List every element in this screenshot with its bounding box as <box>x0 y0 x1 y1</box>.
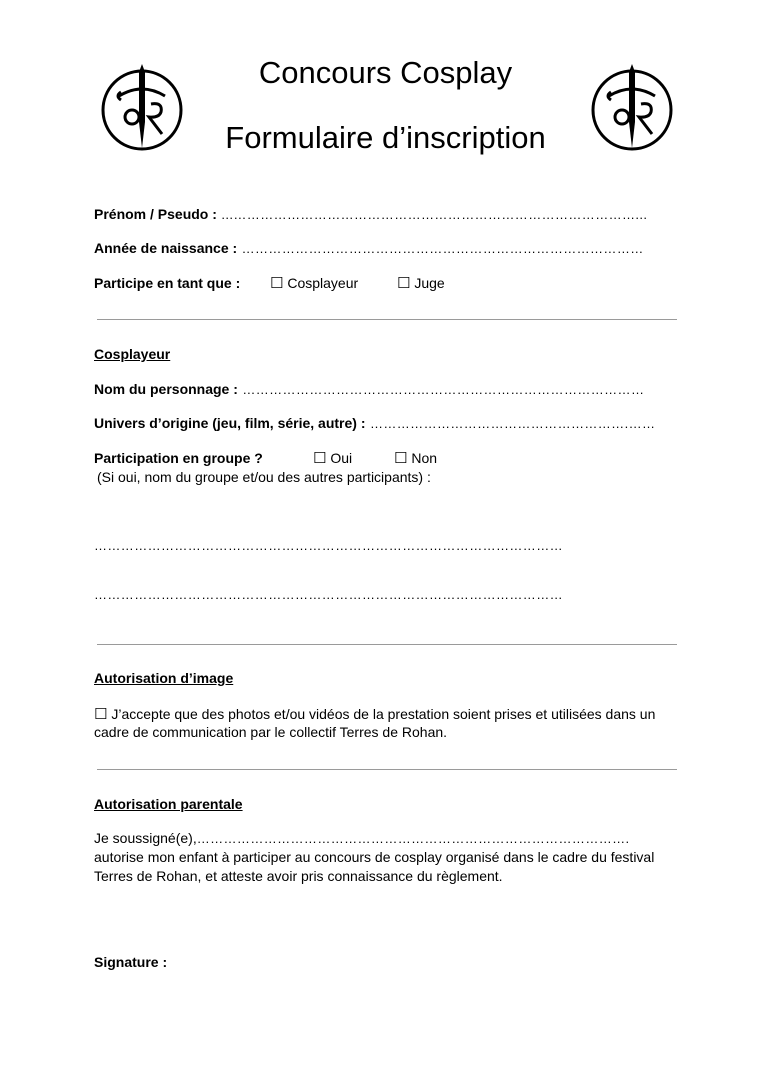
role-option-label: Juge <box>414 275 445 291</box>
cosplayer-heading: Cosplayeur <box>94 346 171 362</box>
origin-field[interactable]: ………………………………………………….…… <box>369 416 656 431</box>
page-subtitle: Formulaire d’inscription <box>225 120 546 155</box>
first-name-row <box>94 206 647 224</box>
group-option-no[interactable] <box>394 449 437 467</box>
parental-name-label: Je soussigné(e), <box>94 830 197 846</box>
page-title: Concours Cosplay <box>258 55 513 90</box>
birth-year-row <box>94 240 644 258</box>
group-option-label: Oui <box>330 450 353 466</box>
first-name-field[interactable]: ...………………………………………………………………………………... <box>221 207 648 222</box>
group-option-yes[interactable] <box>313 449 352 467</box>
birth-year-field[interactable]: ……………………………………………………………………………… <box>241 241 644 256</box>
section-divider <box>97 319 677 320</box>
character-label: Nom du personnage : <box>94 381 238 397</box>
parental-name-field[interactable]: ……………………………………………………………………………………. <box>196 831 630 846</box>
group-label: Participation en groupe ? <box>94 450 263 466</box>
first-name-label: Prénom / Pseudo : <box>94 206 217 222</box>
role-option-label: Cosplayeur <box>287 275 359 291</box>
role-option-cosplayer[interactable] <box>270 274 358 292</box>
origin-label: Univers d’origine (jeu, film, série, autre) : <box>94 415 366 431</box>
group-option-label: Non <box>411 450 438 466</box>
checkbox-icon[interactable]: ☐ <box>394 450 408 467</box>
image-consent-text: J’accepte que des photos et/ou vidéos de la prestation soient prises et utilisées dans un <box>111 706 656 722</box>
group-members-line[interactable]: …………………………………………………………………………………………… <box>94 587 563 602</box>
signature-label: Signature : <box>94 954 168 970</box>
image-authorization-heading: Autorisation d’image <box>94 670 234 686</box>
character-row <box>94 381 644 399</box>
role-label: Participe en tant que : <box>94 275 241 291</box>
parental-name-row <box>94 830 630 846</box>
checkbox-icon[interactable]: ☐ <box>94 706 108 723</box>
group-members-line[interactable]: …………………………………………………………………………………………… <box>94 538 563 553</box>
birth-year-label: Année de naissance : <box>94 240 238 256</box>
checkbox-icon[interactable]: ☐ <box>270 275 284 292</box>
section-divider <box>97 644 677 645</box>
role-option-judge[interactable] <box>397 274 445 292</box>
image-consent-line <box>94 705 655 723</box>
section-divider <box>97 769 677 770</box>
checkbox-icon[interactable]: ☐ <box>313 450 327 467</box>
parental-text-cont: Terres de Rohan, et atteste avoir pris connaissance du règlement. <box>94 868 503 884</box>
character-field[interactable]: ……………………………………………………………………………… <box>242 382 645 397</box>
image-consent-text-cont: cadre de communication par le collectif Terres de Rohan. <box>94 724 448 740</box>
parental-authorization-heading: Autorisation parentale <box>94 796 243 812</box>
origin-row <box>94 415 655 433</box>
group-hint: (Si oui, nom du groupe et/ou des autres participants) : <box>97 469 431 485</box>
checkbox-icon[interactable]: ☐ <box>397 275 411 292</box>
parental-text: autorise mon enfant à participer au concours de cosplay organisé dans le cadre du festival <box>94 849 655 865</box>
